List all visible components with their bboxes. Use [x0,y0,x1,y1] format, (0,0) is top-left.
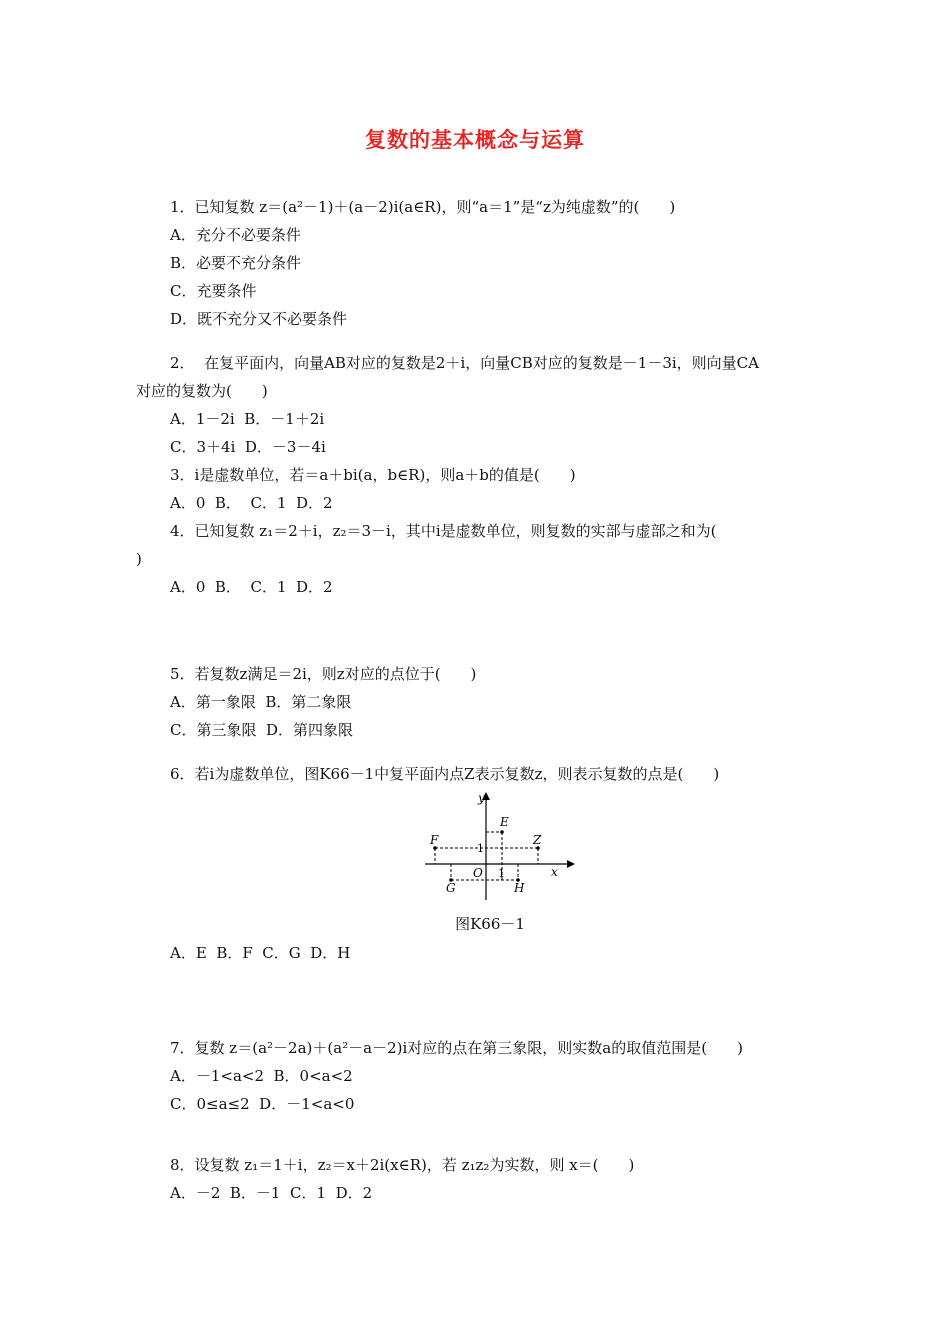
question-2-options-ab: A．1－2i B．－1＋2i [170,410,325,428]
question-3-stem: 3．i是虚数单位，若＝a＋bi(a，b∈R)，则a＋b的值是( ) [170,466,576,484]
question-5-options-ab: A．第一象限 B．第二象限 [170,693,352,711]
page-title: 复数的基本概念与运算 [365,128,585,152]
question-4-options: A．0 B． C．1 D．2 [170,578,333,596]
question-1-option-b: B．必要不充分条件 [170,254,302,272]
question-3-options: A．0 B． C．1 D．2 [170,494,333,512]
question-8-stem: 8．设复数 z₁＝1＋i，z₂＝x＋2i(x∈R)，若 z₁z₂为实数，则 x＝( ) [170,1156,635,1174]
question-4-stem-continued: ) [136,550,142,568]
point-z-label: Z [533,833,542,847]
point-g-label: G [446,881,456,895]
question-7-options-cd: C．0≤a≤2 D．－1<a<0 [170,1095,355,1113]
question-2-options-cd: C．3＋4i D．－3－4i [170,438,326,456]
point-h-label: H [514,881,525,895]
question-6-stem: 6．若i为虚数单位，图K66－1中复平面内点Z表示复数z，则表示复数的点是( ) [170,765,720,783]
complex-plane-figure [420,788,580,900]
x-tick-label: 1 [498,867,505,880]
question-1-option-c: C．充要条件 [170,282,257,300]
point-f-label: F [430,833,439,847]
question-1-stem: 1．已知复数 z＝(a²－1)＋(a－2)i(a∈R)，则“a＝1”是“z为纯虚数”的( ) [170,198,676,216]
y-axis-label: y [478,791,485,805]
question-5-options-cd: C．第三象限 D．第四象限 [170,721,354,739]
y-tick-label: 1 [477,842,484,855]
question-2-stem-continued: 对应的复数为( ) [136,382,268,400]
question-1-option-a: A．充分不必要条件 [170,226,301,244]
x-axis-arrow [567,860,575,868]
question-4-stem: 4．已知复数 z₁＝2＋i，z₂＝3－i，其中i是虚数单位，则复数的实部与虚部之和为( [170,522,717,540]
figure-caption: 图K66－1 [455,915,525,933]
point-e-label: E [500,815,509,829]
question-7-options-ab: A．－1<a<2 B．0<a<2 [170,1067,353,1085]
question-5-stem: 5．若复数z满足＝2i，则z对应的点位于( ) [170,665,477,683]
question-1-option-d: D．既不充分又不必要条件 [170,310,348,328]
question-2-stem: 2． 在复平面内，向量AB对应的复数是2＋i，向量CB对应的复数是－1－3i，则向量CA [170,354,759,372]
question-8-options: A．－2 B．－1 C．1 D．2 [170,1184,373,1202]
question-7-stem: 7．复数 z＝(a²－2a)＋(a²－a－2)i对应的点在第三象限，则实数a的取值范围是( ) [170,1039,743,1057]
question-6-options: A．E B．F C．G D．H [170,944,351,962]
x-axis-label: x [551,865,558,879]
point-e [500,830,504,834]
origin-label: O [473,866,483,880]
